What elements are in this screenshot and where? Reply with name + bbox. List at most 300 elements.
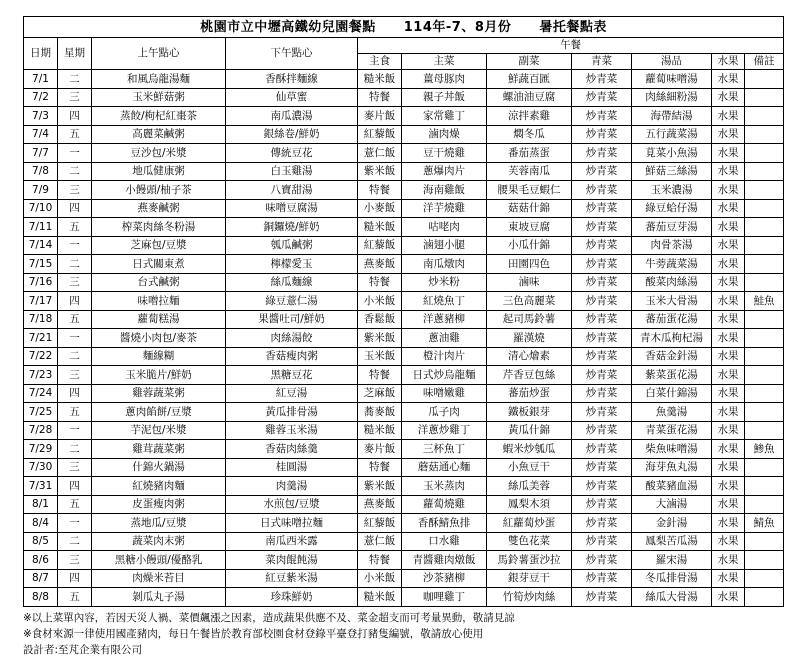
cell-side: 竹筍炒肉絲 (487, 588, 572, 607)
cell-soup: 香菇金針湯 (632, 347, 712, 366)
cell-pm-snack: 香酥拌麵線 (226, 70, 358, 89)
cell-note (745, 551, 784, 570)
cell-soup: 酸菜肉絲湯 (632, 273, 712, 292)
cell-veg: 炒青菜 (572, 569, 632, 588)
table-row (24, 551, 784, 570)
cell-note (745, 403, 784, 422)
table-row (24, 403, 784, 422)
cell-fruit: 水果 (712, 88, 745, 107)
cell-pm-snack: 綠豆薏仁湯 (226, 292, 358, 311)
cell-main: 日式炒烏龍麵 (402, 366, 487, 385)
cell-date: 7/28 (24, 421, 58, 440)
cell-fruit: 水果 (712, 366, 745, 385)
cell-am-snack: 芋泥包/米漿 (92, 421, 226, 440)
table-row (24, 588, 784, 607)
cell-veg: 炒青菜 (572, 292, 632, 311)
cell-pm-snack: 瓠瓜鹹粥 (226, 236, 358, 255)
cell-staple: 糙米飯 (358, 70, 402, 89)
cell-fruit: 水果 (712, 440, 745, 459)
cell-fruit: 水果 (712, 125, 745, 144)
cell-staple: 小麥飯 (358, 199, 402, 218)
cell-veg: 炒青菜 (572, 310, 632, 329)
cell-soup: 青木瓜枸杞湯 (632, 329, 712, 348)
cell-date: 7/11 (24, 218, 58, 237)
cell-fruit: 水果 (712, 236, 745, 255)
cell-fruit: 水果 (712, 458, 745, 477)
cell-note (745, 588, 784, 607)
cell-soup: 金針湯 (632, 514, 712, 533)
cell-soup: 五行蔬菜湯 (632, 125, 712, 144)
cell-note (745, 236, 784, 255)
table-row (24, 347, 784, 366)
cell-veg: 炒青菜 (572, 477, 632, 496)
cell-weekday: 五 (58, 310, 92, 329)
cell-main: 咕咾肉 (402, 218, 487, 237)
cell-weekday: 五 (58, 588, 92, 607)
cell-pm-snack: 果醬吐司/鮮奶 (226, 310, 358, 329)
cell-weekday: 四 (58, 477, 92, 496)
cell-soup: 肉骨茶湯 (632, 236, 712, 255)
cell-pm-snack: 南瓜西米露 (226, 532, 358, 551)
table-row (24, 421, 784, 440)
cell-date: 7/15 (24, 255, 58, 274)
cell-am-snack: 豆沙包/米漿 (92, 144, 226, 163)
title-school: 桃園市立中壢高鐵幼兒園餐點 (200, 19, 376, 35)
cell-staple: 薏仁飯 (358, 532, 402, 551)
cell-note (745, 144, 784, 163)
table-row (24, 236, 784, 255)
cell-weekday: 二 (58, 532, 92, 551)
table-row (24, 329, 784, 348)
cell-main: 炒米粉 (402, 273, 487, 292)
cell-am-snack: 黑糖小饅頭/優酪乳 (92, 551, 226, 570)
cell-pm-snack: 桂圓湯 (226, 458, 358, 477)
cell-date: 7/9 (24, 181, 58, 200)
table-row (24, 458, 784, 477)
cell-am-snack: 地瓜健康粥 (92, 162, 226, 181)
table-row (24, 70, 784, 89)
cell-weekday: 五 (58, 495, 92, 514)
table-row (24, 292, 784, 311)
title-name: 暑托餐點表 (539, 19, 607, 35)
cell-main: 南瓜燉肉 (402, 255, 487, 274)
cell-side: 芙蓉南瓜 (487, 162, 572, 181)
cell-pm-snack: 銀絲卷/鮮奶 (226, 125, 358, 144)
cell-weekday: 一 (58, 421, 92, 440)
cell-side: 鐵板銀芽 (487, 403, 572, 422)
cell-soup: 鳳梨苦瓜湯 (632, 532, 712, 551)
cell-date: 7/23 (24, 366, 58, 385)
cell-side: 菇菇什錦 (487, 199, 572, 218)
cell-main: 口水雞 (402, 532, 487, 551)
cell-pm-snack: 銅鑼燒/鮮奶 (226, 218, 358, 237)
cell-side: 雙色花菜 (487, 532, 572, 551)
cell-soup: 魚羹湯 (632, 403, 712, 422)
cell-veg: 炒青菜 (572, 347, 632, 366)
cell-weekday: 一 (58, 236, 92, 255)
cell-am-snack: 台式鹹粥 (92, 273, 226, 292)
cell-weekday: 二 (58, 255, 92, 274)
cell-fruit: 水果 (712, 329, 745, 348)
cell-fruit: 水果 (712, 477, 745, 496)
cell-pm-snack: 雞蓉玉米湯 (226, 421, 358, 440)
cell-weekday: 三 (58, 88, 92, 107)
header-pm-snack: 下午點心 (226, 38, 358, 70)
cell-side: 涼拌素雞 (487, 107, 572, 126)
cell-date: 7/31 (24, 477, 58, 496)
cell-soup: 蕃茄豆芽湯 (632, 218, 712, 237)
cell-staple: 特餐 (358, 366, 402, 385)
cell-staple: 糙米飯 (358, 588, 402, 607)
cell-staple: 紫米飯 (358, 162, 402, 181)
cell-main: 蘿蔔燒雞 (402, 495, 487, 514)
cell-weekday: 三 (58, 551, 92, 570)
cell-side: 小瓜什錦 (487, 236, 572, 255)
cell-staple: 玉米飯 (358, 347, 402, 366)
cell-veg: 炒青菜 (572, 329, 632, 348)
cell-weekday: 四 (58, 292, 92, 311)
cell-staple: 香鬆飯 (358, 310, 402, 329)
cell-pm-snack: 黃瓜排骨湯 (226, 403, 358, 422)
cell-pm-snack: 紅豆紫米湯 (226, 569, 358, 588)
cell-side: 螺油油豆腐 (487, 88, 572, 107)
cell-date: 7/1 (24, 70, 58, 89)
cell-staple: 薏仁飯 (358, 144, 402, 163)
cell-am-snack: 蔥肉餡餅/豆漿 (92, 403, 226, 422)
header-veg: 青菜 (572, 54, 632, 70)
cell-weekday: 二 (58, 70, 92, 89)
cell-am-snack: 小饅頭/柚子茶 (92, 181, 226, 200)
table-row (24, 144, 784, 163)
cell-weekday: 四 (58, 384, 92, 403)
cell-staple: 特餐 (358, 551, 402, 570)
title-period: 114年-7、8月份 (403, 19, 512, 35)
cell-fruit: 水果 (712, 421, 745, 440)
cell-weekday: 二 (58, 440, 92, 459)
cell-fruit: 水果 (712, 310, 745, 329)
cell-side: 芹香豆包絲 (487, 366, 572, 385)
cell-side: 起司馬鈴薯 (487, 310, 572, 329)
cell-am-snack: 玉米鮮菇粥 (92, 88, 226, 107)
cell-side: 田園四色 (487, 255, 572, 274)
cell-main: 橙汁肉片 (402, 347, 487, 366)
cell-weekday: 四 (58, 199, 92, 218)
cell-fruit: 水果 (712, 255, 745, 274)
cell-note (745, 88, 784, 107)
cell-side: 馬鈴薯蛋沙拉 (487, 551, 572, 570)
cell-fruit: 水果 (712, 588, 745, 607)
cell-soup: 柴魚味噌湯 (632, 440, 712, 459)
cell-side: 番茄蒸蛋 (487, 144, 572, 163)
cell-note (745, 477, 784, 496)
cell-date: 8/1 (24, 495, 58, 514)
cell-note (745, 421, 784, 440)
cell-main: 海南雞飯 (402, 181, 487, 200)
table-title (24, 17, 784, 38)
cell-date: 7/17 (24, 292, 58, 311)
cell-am-snack: 蒸餃/枸杞紅棗茶 (92, 107, 226, 126)
cell-weekday: 一 (58, 329, 92, 348)
cell-date: 8/6 (24, 551, 58, 570)
cell-fruit: 水果 (712, 292, 745, 311)
cell-weekday: 四 (58, 107, 92, 126)
cell-main: 蔥爆肉片 (402, 162, 487, 181)
cell-veg: 炒青菜 (572, 199, 632, 218)
cell-date: 8/7 (24, 569, 58, 588)
cell-side: 燜冬瓜 (487, 125, 572, 144)
cell-weekday: 二 (58, 347, 92, 366)
cell-am-snack: 什錦火鍋湯 (92, 458, 226, 477)
cell-pm-snack: 水煎包/豆漿 (226, 495, 358, 514)
cell-note: 鯖魚 (745, 514, 784, 533)
cell-fruit: 水果 (712, 551, 745, 570)
cell-side: 清心燴素 (487, 347, 572, 366)
cell-staple: 特餐 (358, 273, 402, 292)
table-row (24, 384, 784, 403)
cell-date: 8/5 (24, 532, 58, 551)
cell-fruit: 水果 (712, 347, 745, 366)
cell-date: 7/18 (24, 310, 58, 329)
cell-fruit: 水果 (712, 569, 745, 588)
cell-weekday: 五 (58, 403, 92, 422)
cell-main: 滷肉燥 (402, 125, 487, 144)
cell-main: 洋芋燒雞 (402, 199, 487, 218)
cell-side: 鳳梨木須 (487, 495, 572, 514)
cell-pm-snack: 南瓜濃湯 (226, 107, 358, 126)
cell-note (745, 125, 784, 144)
table-row (24, 88, 784, 107)
cell-am-snack: 肉燥米苔目 (92, 569, 226, 588)
cell-side: 東坡豆腐 (487, 218, 572, 237)
cell-side: 三色高麗菜 (487, 292, 572, 311)
cell-pm-snack: 肉羹湯 (226, 477, 358, 496)
cell-weekday: 一 (58, 144, 92, 163)
cell-veg: 炒青菜 (572, 162, 632, 181)
cell-staple: 小米飯 (358, 569, 402, 588)
table-row (24, 495, 784, 514)
menu-table (23, 16, 784, 607)
cell-soup: 青菜蛋花湯 (632, 421, 712, 440)
cell-note (745, 347, 784, 366)
cell-note (745, 181, 784, 200)
cell-soup: 莧菜小魚湯 (632, 144, 712, 163)
cell-date: 7/22 (24, 347, 58, 366)
cell-date: 8/4 (24, 514, 58, 533)
cell-soup: 牛蒡蔬菜湯 (632, 255, 712, 274)
cell-staple: 小米飯 (358, 292, 402, 311)
cell-date: 7/14 (24, 236, 58, 255)
cell-date: 7/25 (24, 403, 58, 422)
cell-staple: 麥片飯 (358, 440, 402, 459)
table-row (24, 532, 784, 551)
cell-main: 玉米蒸肉 (402, 477, 487, 496)
cell-pm-snack: 絲瓜麵線 (226, 273, 358, 292)
cell-soup: 海芽魚丸湯 (632, 458, 712, 477)
cell-date: 8/8 (24, 588, 58, 607)
cell-soup: 肉絲細粉湯 (632, 88, 712, 107)
header-date: 日期 (24, 38, 58, 70)
cell-weekday: 三 (58, 181, 92, 200)
cell-main: 咖哩雞丁 (402, 588, 487, 607)
header-main: 主菜 (402, 54, 487, 70)
cell-pm-snack: 白玉雞湯 (226, 162, 358, 181)
cell-date: 7/21 (24, 329, 58, 348)
table-row (24, 199, 784, 218)
cell-staple: 糙米飯 (358, 421, 402, 440)
cell-main: 三杯魚丁 (402, 440, 487, 459)
cell-staple: 紅藜飯 (358, 125, 402, 144)
header-side: 副菜 (487, 54, 572, 70)
cell-soup: 玉米大骨湯 (632, 292, 712, 311)
cell-fruit: 水果 (712, 403, 745, 422)
cell-note (745, 366, 784, 385)
cell-am-snack: 和風烏龍湯麵 (92, 70, 226, 89)
cell-note (745, 70, 784, 89)
cell-am-snack: 榨菜肉絲冬粉湯 (92, 218, 226, 237)
cell-side: 紅蘿蔔炒蛋 (487, 514, 572, 533)
cell-soup: 海帶結湯 (632, 107, 712, 126)
cell-weekday: 四 (58, 569, 92, 588)
cell-weekday: 五 (58, 218, 92, 237)
cell-staple: 特餐 (358, 88, 402, 107)
table-row (24, 218, 784, 237)
table-row (24, 514, 784, 533)
cell-date: 7/7 (24, 144, 58, 163)
menu-body (24, 70, 784, 607)
cell-note (745, 495, 784, 514)
cell-main: 味噌嫩雞 (402, 384, 487, 403)
cell-fruit: 水果 (712, 495, 745, 514)
cell-am-snack: 醬燒小肉包/麥茶 (92, 329, 226, 348)
cell-weekday: 一 (58, 514, 92, 533)
cell-side: 滷味 (487, 273, 572, 292)
cell-side: 羅漢燒 (487, 329, 572, 348)
cell-note (745, 310, 784, 329)
cell-pm-snack: 日式味噌拉麵 (226, 514, 358, 533)
header-note: 備註 (745, 54, 784, 70)
cell-fruit: 水果 (712, 144, 745, 163)
cell-date: 7/29 (24, 440, 58, 459)
cell-staple: 糙米飯 (358, 218, 402, 237)
cell-veg: 炒青菜 (572, 273, 632, 292)
cell-am-snack: 皮蛋瘦肉粥 (92, 495, 226, 514)
cell-fruit: 水果 (712, 162, 745, 181)
table-row (24, 162, 784, 181)
cell-pm-snack: 檸檬愛玉 (226, 255, 358, 274)
cell-note (745, 329, 784, 348)
cell-date: 7/24 (24, 384, 58, 403)
cell-soup: 酸菜豬血湯 (632, 477, 712, 496)
cell-main: 紅燒魚丁 (402, 292, 487, 311)
cell-am-snack: 麵線糊 (92, 347, 226, 366)
cell-note (745, 532, 784, 551)
cell-weekday: 二 (58, 162, 92, 181)
cell-pm-snack: 香菇肉絲羹 (226, 440, 358, 459)
cell-main: 沙茶豬柳 (402, 569, 487, 588)
cell-am-snack: 燕麥鹹粥 (92, 199, 226, 218)
cell-am-snack: 味噌拉麵 (92, 292, 226, 311)
cell-veg: 炒青菜 (572, 144, 632, 163)
cell-veg: 炒青菜 (572, 514, 632, 533)
cell-main: 家常雞丁 (402, 107, 487, 126)
cell-main: 滷翅小腿 (402, 236, 487, 255)
cell-main: 親子丼飯 (402, 88, 487, 107)
header-soup: 湯品 (632, 54, 712, 70)
cell-pm-snack: 黑糖豆花 (226, 366, 358, 385)
cell-weekday: 三 (58, 458, 92, 477)
table-row (24, 366, 784, 385)
cell-veg: 炒青菜 (572, 403, 632, 422)
cell-veg: 炒青菜 (572, 88, 632, 107)
header-weekday: 星期 (58, 38, 92, 70)
cell-pm-snack: 仙草蜜 (226, 88, 358, 107)
designer-credit: 設計者:至芃企業有限公司 (23, 643, 143, 656)
cell-pm-snack: 菜肉餛飩湯 (226, 551, 358, 570)
cell-staple: 特餐 (358, 458, 402, 477)
cell-veg: 炒青菜 (572, 70, 632, 89)
cell-side: 小魚豆干 (487, 458, 572, 477)
cell-date: 7/2 (24, 88, 58, 107)
cell-am-snack: 日式關東煮 (92, 255, 226, 274)
cell-fruit: 水果 (712, 273, 745, 292)
table-row (24, 255, 784, 274)
cell-staple: 麥片飯 (358, 107, 402, 126)
cell-veg: 炒青菜 (572, 236, 632, 255)
header-fruit: 水果 (712, 54, 745, 70)
cell-am-snack: 蒸地瓜/豆漿 (92, 514, 226, 533)
cell-am-snack: 高麗菜鹹粥 (92, 125, 226, 144)
cell-veg: 炒青菜 (572, 107, 632, 126)
cell-staple: 紫米飯 (358, 477, 402, 496)
cell-note (745, 255, 784, 274)
cell-fruit: 水果 (712, 199, 745, 218)
cell-veg: 炒青菜 (572, 181, 632, 200)
cell-am-snack: 芝麻包/豆漿 (92, 236, 226, 255)
cell-pm-snack: 味噌豆腐湯 (226, 199, 358, 218)
cell-am-snack: 蔬菜肉末粥 (92, 532, 226, 551)
table-row (24, 273, 784, 292)
cell-fruit: 水果 (712, 384, 745, 403)
cell-pm-snack: 香菇瘦肉粥 (226, 347, 358, 366)
cell-veg: 炒青菜 (572, 218, 632, 237)
cell-soup: 大滷湯 (632, 495, 712, 514)
cell-main: 蔥油雞 (402, 329, 487, 348)
header-am-snack: 上午點心 (92, 38, 226, 70)
cell-note (745, 199, 784, 218)
cell-veg: 炒青菜 (572, 551, 632, 570)
cell-side: 蝦米炒瓠瓜 (487, 440, 572, 459)
cell-note (745, 218, 784, 237)
cell-note: 鯵魚 (745, 440, 784, 459)
cell-am-snack: 蘿蔔糕湯 (92, 310, 226, 329)
cell-veg: 炒青菜 (572, 255, 632, 274)
cell-veg: 炒青菜 (572, 366, 632, 385)
cell-fruit: 水果 (712, 181, 745, 200)
header-staple: 主食 (358, 54, 402, 70)
cell-staple: 燕麥飯 (358, 495, 402, 514)
cell-veg: 炒青菜 (572, 421, 632, 440)
cell-staple: 蕎麥飯 (358, 403, 402, 422)
table-row (24, 107, 784, 126)
table-row (24, 477, 784, 496)
cell-am-snack: 玉米脆片/鮮奶 (92, 366, 226, 385)
cell-pm-snack: 珍珠鮮奶 (226, 588, 358, 607)
cell-fruit: 水果 (712, 218, 745, 237)
cell-note (745, 162, 784, 181)
cell-veg: 炒青菜 (572, 440, 632, 459)
cell-veg: 炒青菜 (572, 588, 632, 607)
table-row (24, 125, 784, 144)
